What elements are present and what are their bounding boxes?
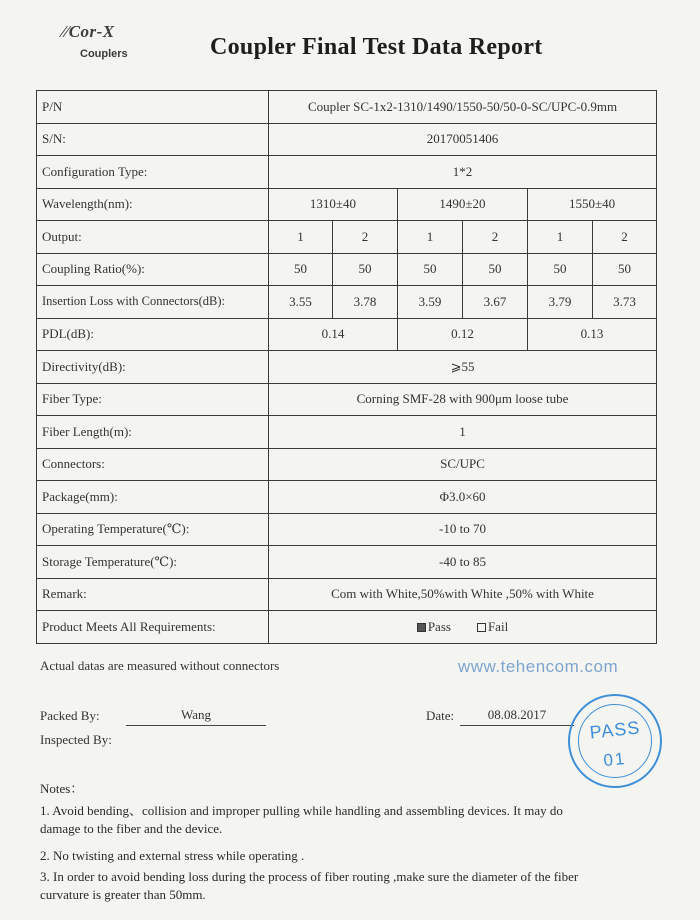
coupling-value: 50 [398, 253, 463, 286]
coupling-value: 50 [333, 253, 398, 286]
output-value: 1 [269, 221, 333, 254]
date-line [460, 725, 574, 726]
pdl-value: 0.13 [528, 318, 657, 351]
requirements-value [269, 611, 657, 644]
wavelength-label: Wavelength(nm): [37, 188, 269, 221]
pdl-label: PDL(dB): [37, 318, 269, 351]
logo-subtext: Couplers [80, 48, 128, 60]
wavelength-value: 1310±40 [269, 188, 398, 221]
row-config [37, 156, 657, 189]
fiber-type-label: Fiber Type: [37, 383, 269, 416]
directivity-label: Directivity(dB): [37, 351, 269, 384]
storage-temp-value: -40 to 85 [269, 546, 657, 579]
coupling-value: 50 [593, 253, 657, 286]
pn-value: Coupler SC-1x2-1310/1490/1550-50/50-0-SC/UPC-0.9mm [269, 91, 657, 124]
packed-by-value: Wang [181, 707, 211, 722]
note-item: 2. No twisting and external stress while operating . [40, 848, 305, 863]
coupling-value: 50 [269, 253, 333, 286]
row-wavelength [37, 188, 657, 221]
pass-checkbox[interactable] [417, 623, 426, 632]
output-value: 1 [398, 221, 463, 254]
test-data-table [36, 90, 657, 644]
config-value: 1*2 [269, 156, 657, 189]
row-coupling [37, 253, 657, 286]
sn-label: S/N: [37, 123, 269, 156]
pdl-value: 0.12 [398, 318, 528, 351]
fiber-length-label: Fiber Length(m): [37, 416, 269, 449]
remark-label: Remark: [37, 578, 269, 611]
row-fiber-type [37, 383, 657, 416]
row-output [37, 221, 657, 254]
pdl-value: 0.14 [269, 318, 398, 351]
date-label: Date: [426, 708, 455, 723]
output-value: 2 [463, 221, 528, 254]
row-storage-temp [37, 546, 657, 579]
output-label: Output: [37, 221, 269, 254]
output-value: 1 [528, 221, 593, 254]
connectors-value: SC/UPC [269, 448, 657, 481]
date-value: 08.08.2017 [487, 707, 547, 722]
logo-mark: ⁄⁄Cor-X [62, 22, 115, 41]
coupling-value: 50 [463, 253, 528, 286]
watermark-url: www.tehencom.com [458, 657, 619, 676]
wavelength-value: 1490±20 [398, 188, 528, 221]
config-label: Configuration Type: [37, 156, 269, 189]
fiber-length-value: 1 [269, 416, 657, 449]
row-requirements [37, 611, 657, 644]
pn-label: P/N [37, 91, 269, 124]
remark-value: Com with White,50%with White ,50% with White [269, 578, 657, 611]
note-item: 1. Avoid bending、collision and improper pulling while handling and assembling devices. It may do damage to the fiber and the device. [40, 803, 563, 836]
insertion-value: 3.78 [333, 286, 398, 319]
stamp-bottom-text: 01 [602, 748, 628, 771]
fail-label: Fail [487, 618, 509, 634]
fail-checkbox[interactable] [477, 623, 486, 632]
measure-note: Actual datas are measured without connectors [40, 658, 280, 673]
row-pdl [37, 318, 657, 351]
insertion-value: 3.59 [398, 286, 463, 319]
stamp-top-text: PASS [588, 717, 642, 743]
row-sn [37, 123, 657, 156]
row-insertion [37, 286, 657, 319]
coupling-label: Coupling Ratio(%): [37, 253, 269, 286]
row-operating-temp [37, 513, 657, 546]
packed-by-label: Packed By: [40, 708, 100, 723]
insertion-value: 3.79 [528, 286, 593, 319]
package-label: Package(mm): [37, 481, 269, 514]
directivity-value: ⩾55 [269, 351, 657, 384]
coupling-value: 50 [528, 253, 593, 286]
packed-by-line [126, 725, 266, 726]
row-connectors [37, 448, 657, 481]
row-package [37, 481, 657, 514]
row-fiber-length [37, 416, 657, 449]
row-directivity [37, 351, 657, 384]
fiber-type-value: Corning SMF-28 with 900μm loose tube [269, 383, 657, 416]
pass-stamp [568, 694, 662, 788]
storage-temp-label: Storage Temperature(℃): [37, 546, 269, 579]
connectors-label: Connectors: [37, 448, 269, 481]
page-title: Coupler Final Test Data Report [210, 34, 543, 60]
requirements-label: Product Meets All Requirements: [37, 611, 269, 644]
sn-value: 20170051406 [269, 123, 657, 156]
insertion-value: 3.73 [593, 286, 657, 319]
row-remark [37, 578, 657, 611]
operating-temp-value: -10 to 70 [269, 513, 657, 546]
insertion-label: Insertion Loss with Connectors(dB): [37, 286, 269, 319]
company-logo [48, 18, 168, 68]
note-item: 3. In order to avoid bending loss during the process of fiber routing ,make sure the diameter of the fiber curvature is greater than 50mm. [40, 869, 579, 902]
package-value: Φ3.0×60 [269, 481, 657, 514]
inspected-by-label: Inspected By: [40, 732, 112, 747]
output-value: 2 [593, 221, 657, 254]
pass-label: Pass [427, 618, 451, 634]
row-pn [37, 91, 657, 124]
insertion-value: 3.67 [463, 286, 528, 319]
wavelength-value: 1550±40 [528, 188, 657, 221]
insertion-value: 3.55 [269, 286, 333, 319]
notes-title: Notes： [40, 781, 84, 796]
operating-temp-label: Operating Temperature(℃): [37, 513, 269, 546]
output-value: 2 [333, 221, 398, 254]
